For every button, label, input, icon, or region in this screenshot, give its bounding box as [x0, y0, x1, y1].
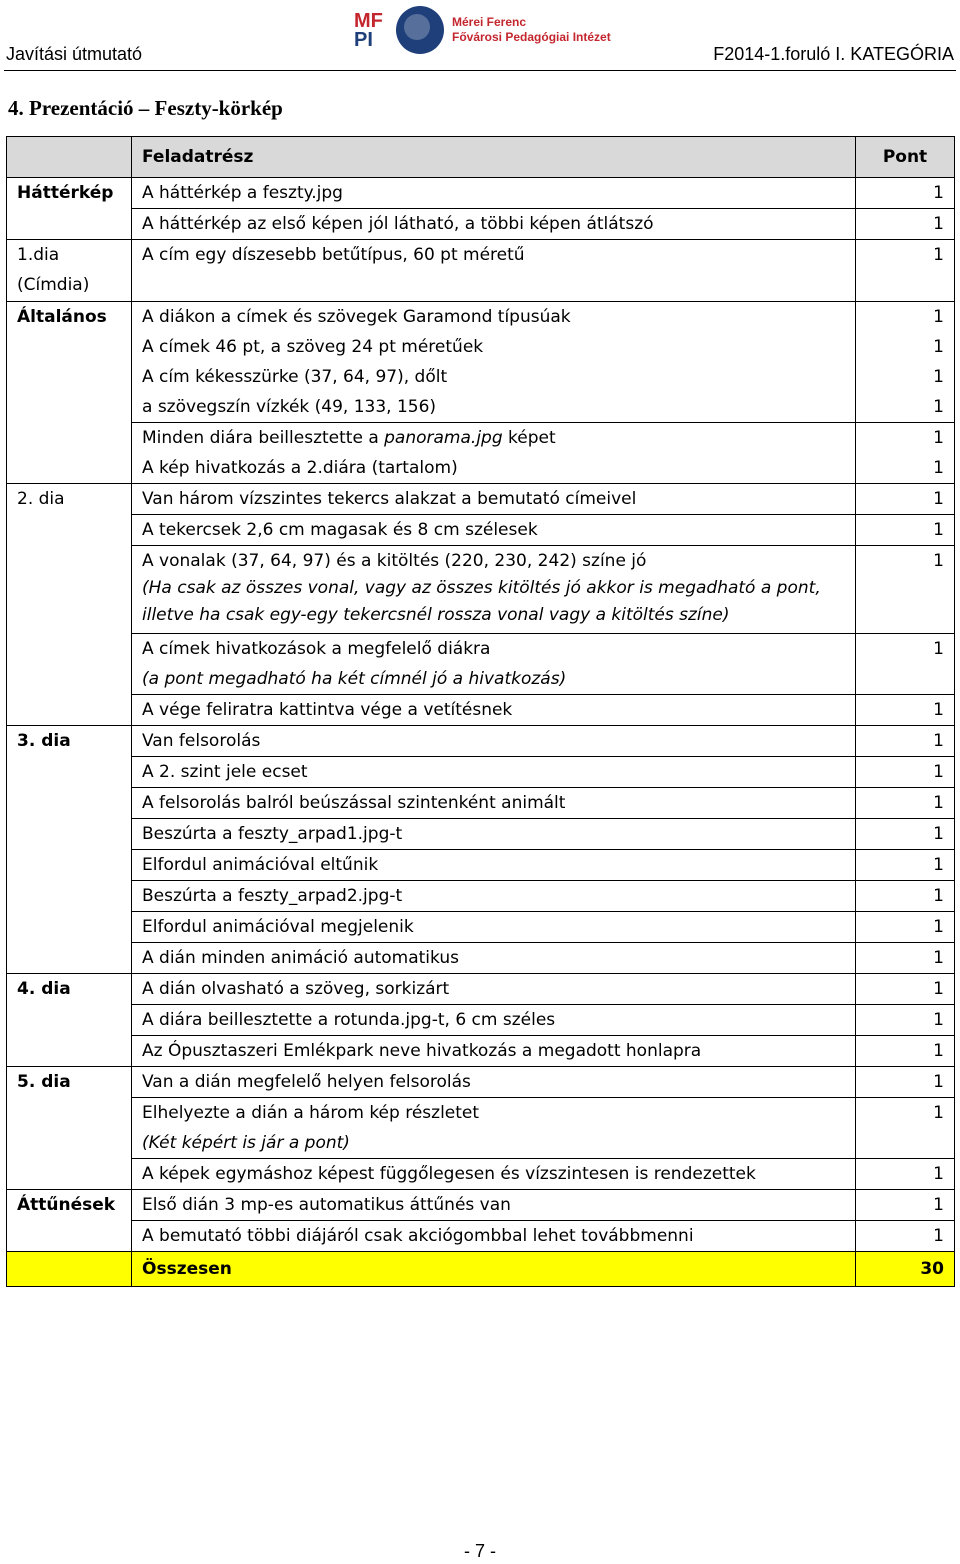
points-cell: 1 — [856, 695, 955, 726]
table-row — [7, 515, 955, 546]
category-cell — [7, 757, 132, 788]
table-row — [7, 634, 955, 695]
points-cell: 1 — [856, 209, 955, 240]
task-cell: A háttérkép az első képen jól látható, a többi képen átlátszó — [132, 209, 856, 240]
points-cell: 1 — [856, 1067, 955, 1098]
task-cell: Elfordul animációval eltűnik — [132, 850, 856, 881]
category-cell — [7, 423, 132, 484]
points-cell: 1 — [856, 1221, 955, 1252]
task-cell: A dián minden animáció automatikus — [132, 943, 856, 974]
table-row — [7, 943, 955, 974]
category-cell — [7, 546, 132, 634]
points-cell: 1 1 1 1 — [856, 302, 955, 423]
category-cell: 4. dia — [7, 974, 132, 1005]
points-cell: 1 1 — [856, 423, 955, 484]
points-cell: 1 — [856, 515, 955, 546]
header-task-cell: Feladatrész — [132, 137, 856, 178]
points-cell: 1 — [856, 943, 955, 974]
table-row — [7, 1159, 955, 1190]
header-left-text: Javítási útmutató — [6, 44, 143, 64]
task-note: (Ha csak az összes vonal, vagy az összes kitöltés jó akkor is megadható a pont, illetve ha csak egy-egy tekercsnél rossza vonal vagy a kitöltés színe) — [142, 578, 821, 625]
points-cell: 1 — [856, 240, 955, 302]
category-cell — [7, 943, 132, 974]
task-cell: A diára beillesztette a rotunda.jpg-t, 6 cm széles — [132, 1005, 856, 1036]
category-cell — [7, 1159, 132, 1190]
total-category-cell — [7, 1252, 132, 1287]
task-cell: A vonalak (37, 64, 97) és a kitöltés (220, 230, 242) színe jó (Ha csak az összes vonal, vagy az összes kitöltés jó akkor is megadható a pont, illetve ha csak egy-egy tekercsnél rossza vonal vagy a kitöltés színe) — [132, 546, 856, 634]
task-cell: Minden diára beillesztette a panorama.jpg képet A kép hivatkozás a 2.diára (tartalom) — [132, 423, 856, 484]
points-cell: 1 — [856, 634, 955, 695]
logo-institute-name: Mérei Ferenc Fővárosi Pedagógiai Intézet — [452, 15, 611, 44]
table-row — [7, 757, 955, 788]
table-row — [7, 178, 955, 209]
table-row — [7, 912, 955, 943]
table-row — [7, 302, 955, 423]
table-row — [7, 788, 955, 819]
table-row — [7, 726, 955, 757]
category-cell: 5. dia — [7, 1067, 132, 1098]
table-row — [7, 1098, 955, 1159]
task-cell: Beszúrta a feszty_arpad1.jpg-t — [132, 819, 856, 850]
category-cell — [7, 850, 132, 881]
points-cell: 1 — [856, 1036, 955, 1067]
logo-pi-text: PI — [354, 29, 373, 51]
table-row — [7, 974, 955, 1005]
total-label: Összesen — [132, 1252, 856, 1287]
category-cell — [7, 1036, 132, 1067]
task-cell: A diákon a címek és szövegek Garamond típusúak A címek 46 pt, a szöveg 24 pt méretűek A cím kékesszürke (37, 64, 97), dőlt a szövegszín vízkék (49, 133, 156) — [132, 302, 856, 423]
table-row — [7, 546, 955, 634]
category-cell — [7, 515, 132, 546]
logo-emblem-icon — [396, 6, 444, 54]
table-row — [7, 1190, 955, 1221]
task-cell: A cím egy díszesebb betűtípus, 60 pt méretű — [132, 240, 856, 302]
points-cell: 1 — [856, 757, 955, 788]
total-row — [7, 1252, 955, 1287]
category-cell — [7, 912, 132, 943]
total-points: 30 — [856, 1252, 955, 1287]
points-cell: 1 — [856, 1098, 955, 1159]
section-title: 4. Prezentáció – Feszty-körkép — [8, 96, 283, 120]
table-row — [7, 240, 955, 302]
task-cell: A képek egymáshoz képest függőlegesen és vízszintesen is rendezettek — [132, 1159, 856, 1190]
task-cell: Az Ópusztaszeri Emlékpark neve hivatkozás a megadott honlapra — [132, 1036, 856, 1067]
table-row — [7, 1221, 955, 1252]
task-cell: A háttérkép a feszty.jpg — [132, 178, 856, 209]
grading-table — [6, 136, 955, 1287]
table-row — [7, 819, 955, 850]
category-cell — [7, 695, 132, 726]
table-row — [7, 1036, 955, 1067]
points-cell: 1 — [856, 484, 955, 515]
institute-logo — [354, 4, 614, 56]
task-cell: A felsorolás balról beúszással szintenként animált — [132, 788, 856, 819]
task-cell: Van felsorolás — [132, 726, 856, 757]
task-cell: Beszúrta a feszty_arpad2.jpg-t — [132, 881, 856, 912]
task-cell: A bemutató többi diájáról csak akciógombbal lehet továbbmenni — [132, 1221, 856, 1252]
category-cell — [7, 1221, 132, 1252]
task-cell: Elfordul animációval megjelenik — [132, 912, 856, 943]
table-row — [7, 695, 955, 726]
category-cell: 3. dia — [7, 726, 132, 757]
header-divider — [4, 70, 956, 71]
category-cell — [7, 1005, 132, 1036]
task-cell: Van három vízszintes tekercs alakzat a bemutató címeivel — [132, 484, 856, 515]
table-row — [7, 1067, 955, 1098]
points-cell: 1 — [856, 1005, 955, 1036]
task-cell: A dián olvasható a szöveg, sorkizárt — [132, 974, 856, 1005]
points-cell: 1 — [856, 178, 955, 209]
task-cell: A tekercsek 2,6 cm magasak és 8 cm szélesek — [132, 515, 856, 546]
header-points-cell: Pont — [856, 137, 955, 178]
points-cell: 1 — [856, 912, 955, 943]
task-note: (Két képért is jár a pont) — [142, 1133, 350, 1153]
category-cell: Háttérkép — [7, 178, 132, 209]
category-cell: 2. dia — [7, 484, 132, 515]
category-cell — [7, 1098, 132, 1159]
points-cell: 1 — [856, 1190, 955, 1221]
task-cell: Van a dián megfelelő helyen felsorolás — [132, 1067, 856, 1098]
task-cell: A vége feliratra kattintva vége a vetítésnek — [132, 695, 856, 726]
points-cell: 1 — [856, 881, 955, 912]
category-cell — [7, 788, 132, 819]
points-cell: 1 — [856, 819, 955, 850]
task-cell: Első dián 3 mp-es automatikus áttűnés van — [132, 1190, 856, 1221]
table-row — [7, 484, 955, 515]
header-right-text: F2014-1.foruló I. KATEGÓRIA — [713, 44, 954, 64]
category-cell: Általános — [7, 302, 132, 423]
category-cell: Áttűnések — [7, 1190, 132, 1221]
task-note: (a pont megadható ha két címnél jó a hivatkozás) — [142, 669, 567, 689]
table-header-row — [7, 137, 955, 178]
points-cell: 1 — [856, 850, 955, 881]
table-row — [7, 423, 955, 484]
category-cell — [7, 819, 132, 850]
header-category-cell — [7, 137, 132, 178]
task-cell: A címek hivatkozások a megfelelő diákra (a pont megadható ha két címnél jó a hivatkozás) — [132, 634, 856, 695]
category-cell — [7, 881, 132, 912]
points-cell: 1 — [856, 1159, 955, 1190]
points-cell: 1 — [856, 546, 955, 634]
points-cell: 1 — [856, 974, 955, 1005]
table-row — [7, 881, 955, 912]
task-cell: A 2. szint jele ecset — [132, 757, 856, 788]
table-row — [7, 209, 955, 240]
category-cell: 1.dia (Címdia) — [7, 240, 132, 302]
page-number: - 7 - — [463, 1541, 496, 1561]
category-cell — [7, 634, 132, 695]
points-cell: 1 — [856, 788, 955, 819]
points-cell: 1 — [856, 726, 955, 757]
table-row — [7, 1005, 955, 1036]
task-cell: Elhelyezte a dián a három kép részletet (Két képért is jár a pont) — [132, 1098, 856, 1159]
table-row — [7, 850, 955, 881]
category-cell — [7, 209, 132, 240]
logo-mf-text: MF — [354, 10, 383, 32]
page-header — [0, 0, 960, 72]
